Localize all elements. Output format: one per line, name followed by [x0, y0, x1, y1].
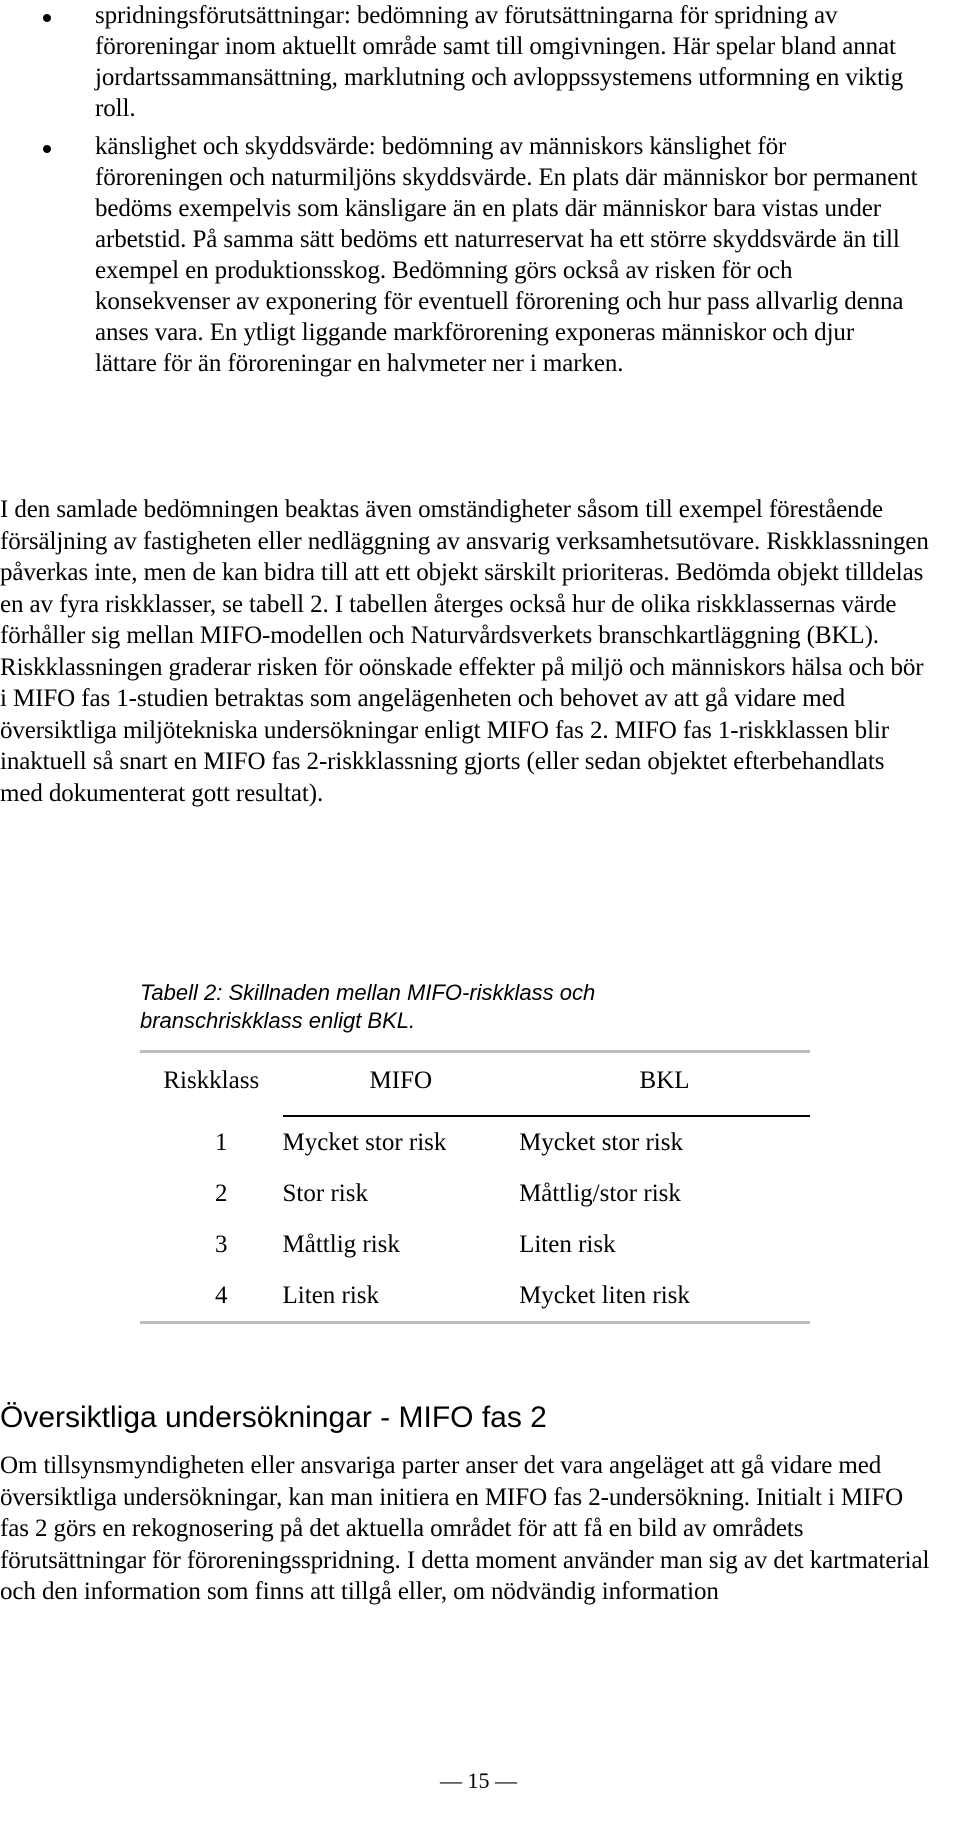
cell-mifo: Mycket stor risk: [282, 1128, 447, 1156]
cell-bkl: Liten risk: [519, 1230, 616, 1258]
cell-mifo: Stor risk: [282, 1179, 368, 1207]
cell-riskklass: 3: [215, 1230, 228, 1258]
header-mifo: MIFO: [369, 1067, 433, 1094]
bullet-text: känslighet och skyddsvärde: bedömning av människors känslighet för föroreningen och naturmiljöns skyddsvärde. En plats där människor bor permanent bedöms exempelvis som känsligare än en plats där människor bara vistas under arbetstid. På samma sätt bedöms ett naturreservat ha ett större skyddsvärde än till exempel en produktionsskog. Bedömning görs också av risken för och konsekvenser av exponering för eventuell förorening och hur pass allvarlig denna anses vara. En ytligt liggande markförorening exponeras människor och djur lättare för än föroreningar en halvmeter ner i marken.: [95, 133, 918, 377]
bullet-dot-icon: [43, 145, 51, 153]
cell-mifo: Måttlig risk: [282, 1230, 400, 1258]
risk-class-table: [140, 1050, 810, 1324]
cell-riskklass: 1: [215, 1128, 228, 1156]
header-riskklass: Riskklass: [163, 1067, 260, 1094]
table-row: [140, 1117, 810, 1168]
bullet-text: spridningsförutsättningar: bedömning av förutsättningarna för spridning av föroreningar inom aktuellt område samt till omgivningen. Här spelar bland annat jordartssammansättning, marklutning och avloppssystemens utformning en viktig roll.: [95, 2, 904, 122]
cell-mifo: Liten risk: [282, 1281, 380, 1309]
table-header-rule: [140, 1109, 810, 1117]
body-paragraph: I den samlade bedömningen beaktas även omständigheter såsom till exempel förestående försäljning av fastigheten eller nedläggning av ansvarig verksamhetsutövare. Riskklassningen påverkas inte, men de kan bidra till att ett objekt särskilt prioriteras. Bedömda objekt tilldelas en av fyra riskklasser, se tabell 2. I tabellen återges också hur de olika riskklassernas värde förhåller sig mellan MIFO-modellen och Naturvårdsverkets branschkartläggning (BKL). Riskklassningen graderar risken för oönskade effekter på miljö och människors hälsa och bör i MIFO fas 1-studien betraktas som angelägenheten och behovet av att gå vidare med översiktliga miljötekniska undersökningar enligt MIFO fas 2. MIFO fas 1-riskklassen blir inaktuell så snart en MIFO fas 2-riskklassning gjorts (eller sedan objektet efterbehandlats med dokumenterat gott resultat).: [0, 496, 929, 807]
cell-bkl: Måttlig/stor risk: [519, 1179, 681, 1207]
section-heading: Översiktliga undersökningar - MIFO fas 2: [0, 1401, 547, 1434]
cell-bkl: Mycket liten risk: [519, 1281, 690, 1309]
table-caption: Tabell 2: Skillnaden mellan MIFO-riskklass och branschriskklass enligt BKL.: [140, 980, 596, 1033]
table-header-row: [140, 1053, 810, 1109]
bullet-item-kanslighet: [0, 131, 960, 379]
cell-riskklass: 4: [215, 1281, 228, 1309]
bullet-item-spridning: [0, 0, 960, 124]
table-row: [140, 1168, 810, 1219]
table-row: [140, 1219, 810, 1270]
section-paragraph: Om tillsynsmyndigheten eller ansvariga parter anser det vara angeläget att gå vidare med översiktliga undersökningar, kan man initiera en MIFO fas 2-undersökning. Initialt i MIFO fas 2 görs en rekognosering på det aktuella området för att få en bild av områdets förutsättningar för föroreningsspridning. I detta moment använder man sig av det kartmaterial och den information som finns att tillgå eller, om nödvändig information: [0, 1452, 930, 1605]
bullet-list: [0, 0, 960, 381]
cell-bkl: Mycket stor risk: [519, 1128, 683, 1156]
table-bottom-rule: [140, 1321, 810, 1323]
bullet-dot-icon: [43, 14, 51, 22]
table-row: [140, 1270, 810, 1321]
cell-riskklass: 2: [215, 1179, 228, 1207]
header-bkl: BKL: [639, 1067, 690, 1094]
page-number: — 15 —: [440, 1768, 517, 1793]
